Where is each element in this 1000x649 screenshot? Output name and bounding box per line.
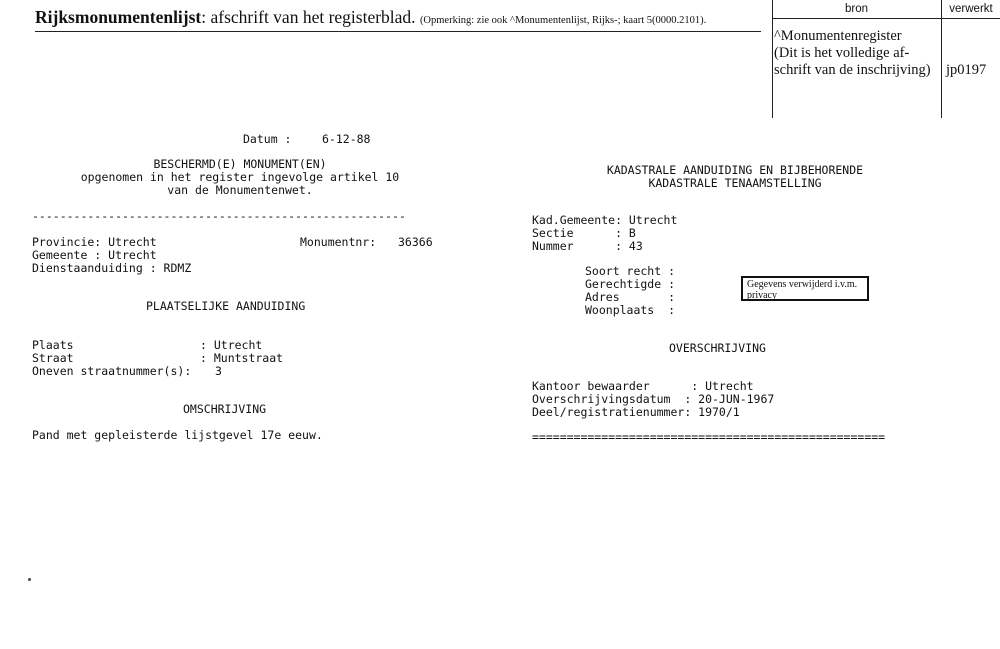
soort-recht-line: Soort recht : — [585, 264, 676, 278]
woonplaats-line: Woonplaats : — [585, 303, 676, 317]
plaats-value: : Utrecht — [200, 338, 263, 352]
overschrijvingsdatum-line: Overschrijvingsdatum : 20-JUN-1967 — [532, 392, 775, 406]
datum-value: 6-12-88 — [322, 132, 371, 146]
provincie-line: Provincie: Utrecht — [32, 235, 157, 249]
plaatselijke-aanduiding-heading: PLAATSELIJKE AANDUIDING — [146, 299, 306, 313]
monument-subheading-2: van de Monumentenwet. — [167, 183, 313, 197]
monumentnr-value: 36366 — [398, 235, 433, 249]
scan-speck — [28, 578, 31, 581]
oneven-label: Oneven straatnummer(s): — [32, 364, 192, 378]
omschrijving-text: Pand met gepleisterde lijstgevel 17e eeuw. — [32, 428, 323, 442]
omschrijving-heading: OMSCHRIJVING — [183, 402, 267, 416]
adres-line: Adres : — [585, 290, 676, 304]
sectie-line: Sectie : B — [532, 226, 636, 240]
kadastrale-subheading: KADASTRALE TENAAMSTELLING — [648, 176, 822, 190]
document-title: Rijksmonumentenlijst — [35, 7, 202, 27]
gerechtigde-line: Gerechtigde : — [585, 277, 676, 291]
right-double-separator: =================================================== — [532, 430, 886, 444]
source-table-header-divider — [772, 18, 1000, 19]
document-header — [35, 7, 706, 28]
overschrijving-heading: OVERSCHRIJVING — [669, 341, 766, 355]
straat-label: Straat — [32, 351, 74, 365]
plaats-label: Plaats — [32, 338, 74, 352]
left-separator: ------------------------------------------------------ — [32, 209, 406, 223]
source-table — [772, 0, 1000, 118]
kadastrale-heading: KADASTRALE AANDUIDING EN BIJBEHORENDE — [606, 163, 864, 177]
kad-gemeente-line: Kad.Gemeente: Utrecht — [532, 213, 678, 227]
processed-value: jp0197 — [946, 62, 987, 78]
datum-label: Datum : — [243, 132, 292, 146]
monument-heading: BESCHERMD(E) MONUMENT(EN) — [153, 157, 327, 171]
deel-line: Deel/registratienummer: 1970/1 — [532, 405, 740, 419]
column-header-bron: bron — [844, 3, 869, 15]
document-subtitle: : afschrift van het registerblad. — [201, 7, 416, 27]
oneven-value: 3 — [215, 364, 222, 378]
privacy-redaction-box: Gegevens verwijderd i.v.m. privacy — [741, 276, 869, 301]
kantoor-line: Kantoor bewaarder : Utrecht — [532, 379, 754, 393]
dienstaanduiding-line: Dienstaanduiding : RDMZ — [32, 261, 192, 275]
source-value: ^Monumentenregister (Dit is het volledige af- schrift van de inschrijving) — [774, 28, 931, 78]
document-note: (Opmerking: zie ook ^Monumentenlijst, Rijks-; kaart 5(0000.2101). — [419, 15, 707, 26]
column-header-verwerkt: verwerkt — [949, 3, 993, 15]
gemeente-line: Gemeente : Utrecht — [32, 248, 157, 262]
straat-value: : Muntstraat — [200, 351, 284, 365]
header-underline — [35, 31, 761, 32]
nummer-line: Nummer : 43 — [532, 239, 643, 253]
monumentnr-label: Monumentnr: — [300, 235, 377, 249]
monument-subheading: opgenomen in het register ingevolge artikel 10 — [80, 170, 400, 184]
